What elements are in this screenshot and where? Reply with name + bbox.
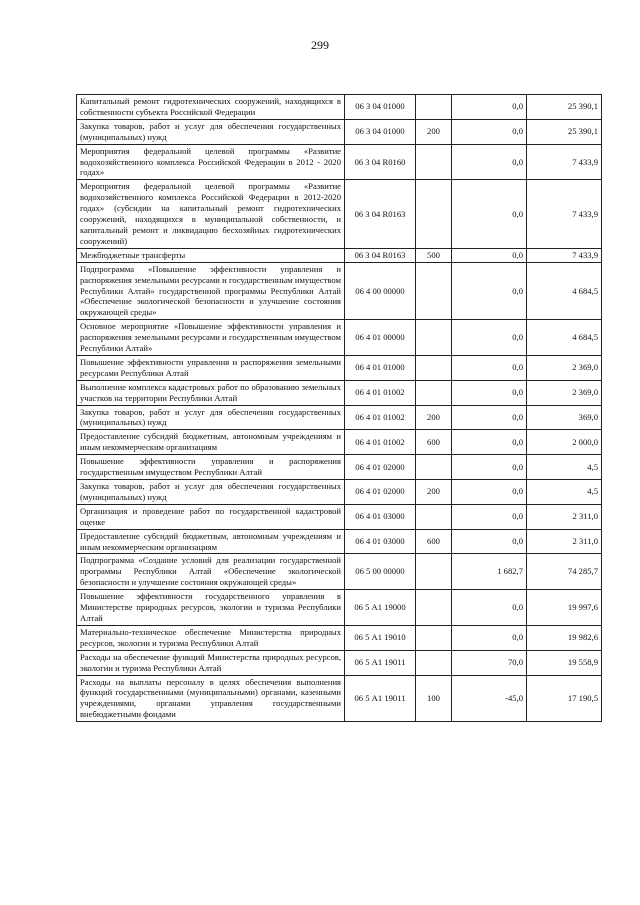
- expense-name-cell: Предоставление субсидий бюджетным, автономным учреждениям и иным некоммерческим организациям: [77, 529, 345, 554]
- expense-type-cell: [416, 554, 452, 590]
- table-row: [77, 380, 602, 405]
- table-row: [77, 248, 602, 262]
- change-amount-cell: 0,0: [452, 625, 527, 650]
- expense-type-cell: [416, 380, 452, 405]
- table-row: [77, 355, 602, 380]
- expense-type-cell: 200: [416, 405, 452, 430]
- target-article-code-cell: 06 3 04 01000: [345, 119, 416, 144]
- total-amount-cell: 2 311,0: [527, 529, 602, 554]
- total-amount-cell: 17 190,5: [527, 675, 602, 722]
- target-article-code-cell: 06 4 01 03000: [345, 504, 416, 529]
- target-article-code-cell: 06 5 А1 19010: [345, 625, 416, 650]
- expense-type-cell: [416, 180, 452, 248]
- table-row: [77, 590, 602, 626]
- table-row: [77, 430, 602, 455]
- expense-name-cell: Основное мероприятие «Повышение эффективности управления и распоряжения земельными ресурсами и государственным имуществом Республики Алтай»: [77, 320, 345, 356]
- expense-type-cell: [416, 144, 452, 180]
- target-article-code-cell: 06 5 00 00000: [345, 554, 416, 590]
- change-amount-cell: 0,0: [452, 180, 527, 248]
- total-amount-cell: 2 000,0: [527, 430, 602, 455]
- table-row: [77, 262, 602, 320]
- expense-name-cell: Выполнение комплекса кадастровых работ по образованию земельных участков на территории Республики Алтай: [77, 380, 345, 405]
- total-amount-cell: 2 369,0: [527, 380, 602, 405]
- expense-type-cell: 100: [416, 675, 452, 722]
- expense-name-cell: Организация и проведение работ по государственной кадастровой оценке: [77, 504, 345, 529]
- expense-name-cell: Повышение эффективности государственного управления в Министерстве природных ресурсов, экологии и туризма Республики Алтай: [77, 590, 345, 626]
- expense-name-cell: Расходы на выплаты персоналу в целях обеспечения выполнения функций государственными (муниципальными) органами, казенными учреждениями, органами управления государственными внебюджетными фондами: [77, 675, 345, 722]
- total-amount-cell: 4,5: [527, 480, 602, 505]
- change-amount-cell: 0,0: [452, 480, 527, 505]
- expense-name-cell: Материально-техническое обеспечение Министерства природных ресурсов, экологии и туризма Республики Алтай: [77, 625, 345, 650]
- table-row: [77, 529, 602, 554]
- expense-type-cell: 600: [416, 529, 452, 554]
- table-row: [77, 480, 602, 505]
- change-amount-cell: 0,0: [452, 320, 527, 356]
- total-amount-cell: 19 997,6: [527, 590, 602, 626]
- total-amount-cell: 19 982,6: [527, 625, 602, 650]
- expense-name-cell: Межбюджетные трансферты: [77, 248, 345, 262]
- expense-type-cell: [416, 650, 452, 675]
- table-row: [77, 95, 602, 120]
- expense-name-cell: Предоставление субсидий бюджетным, автономным учреждениям и иным некоммерческим организациям: [77, 430, 345, 455]
- expense-name-cell: Мероприятия федеральной целевой программы «Развитие водохозяйственного комплекса Российской Федерации в 2012-2020 годах» (субсидии на капитальный ремонт гидротехнических сооружений, находящихся в муниципальной собственности, и капитальный ремонт и ликвидацию бесхозяйных гидротехнических сооружений): [77, 180, 345, 248]
- expense-type-cell: 200: [416, 119, 452, 144]
- total-amount-cell: 25 390,1: [527, 119, 602, 144]
- total-amount-cell: 4 684,5: [527, 262, 602, 320]
- expense-type-cell: 500: [416, 248, 452, 262]
- table-row: [77, 504, 602, 529]
- target-article-code-cell: 06 3 04 01000: [345, 95, 416, 120]
- change-amount-cell: 0,0: [452, 430, 527, 455]
- total-amount-cell: 7 433,9: [527, 144, 602, 180]
- change-amount-cell: 0,0: [452, 248, 527, 262]
- expense-name-cell: Капитальный ремонт гидротехнических сооружений, находящихся в собственности субъекта Российской Федерации: [77, 95, 345, 120]
- expense-name-cell: Закупка товаров, работ и услуг для обеспечения государственных (муниципальных) нужд: [77, 405, 345, 430]
- change-amount-cell: 0,0: [452, 529, 527, 554]
- target-article-code-cell: 06 3 04 R0163: [345, 180, 416, 248]
- table-row: [77, 455, 602, 480]
- target-article-code-cell: 06 5 А1 19011: [345, 675, 416, 722]
- expense-name-cell: Повышение эффективности управления и распоряжения государственным имуществом Республики Алтай: [77, 455, 345, 480]
- target-article-code-cell: 06 4 01 03000: [345, 529, 416, 554]
- expense-name-cell: Мероприятия федеральной целевой программы «Развитие водохозяйственного комплекса Российской Федерации в 2012 - 2020 годах»: [77, 144, 345, 180]
- target-article-code-cell: 06 4 01 02000: [345, 480, 416, 505]
- change-amount-cell: 0,0: [452, 119, 527, 144]
- target-article-code-cell: 06 5 А1 19000: [345, 590, 416, 626]
- expense-name-cell: Повышение эффективности управления и распоряжения земельными ресурсами Республики Алтай: [77, 355, 345, 380]
- expense-name-cell: Расходы на обеспечение функций Министерства природных ресурсов, экологии и туризма Республики Алтай: [77, 650, 345, 675]
- total-amount-cell: 2 369,0: [527, 355, 602, 380]
- expense-name-cell: Закупка товаров, работ и услуг для обеспечения государственных (муниципальных) нужд: [77, 119, 345, 144]
- table-row: [77, 180, 602, 248]
- change-amount-cell: 0,0: [452, 380, 527, 405]
- expense-name-cell: Подпрограмма «Повышение эффективности управления и распоряжения земельными ресурсами и государственным имуществом Республики Алтай» государственной программы Республики Алтай «Обеспечение экологической безопасности и улучшение состояния окружающей среды»: [77, 262, 345, 320]
- total-amount-cell: 4,5: [527, 455, 602, 480]
- change-amount-cell: 0,0: [452, 95, 527, 120]
- change-amount-cell: 0,0: [452, 262, 527, 320]
- change-amount-cell: 1 682,7: [452, 554, 527, 590]
- target-article-code-cell: 06 4 01 01002: [345, 380, 416, 405]
- change-amount-cell: 70,0: [452, 650, 527, 675]
- change-amount-cell: 0,0: [452, 144, 527, 180]
- expense-name-cell: Подпрограмма «Создание условий для реализации государственной программы Республики Алтай «Обеспечение экологической безопасности и улучшение состояния окружающей среды»: [77, 554, 345, 590]
- change-amount-cell: 0,0: [452, 355, 527, 380]
- change-amount-cell: 0,0: [452, 405, 527, 430]
- total-amount-cell: 2 311,0: [527, 504, 602, 529]
- change-amount-cell: 0,0: [452, 455, 527, 480]
- expense-name-cell: Закупка товаров, работ и услуг для обеспечения государственных (муниципальных) нужд: [77, 480, 345, 505]
- total-amount-cell: 7 433,9: [527, 180, 602, 248]
- table-row: [77, 405, 602, 430]
- target-article-code-cell: 06 4 01 01000: [345, 355, 416, 380]
- total-amount-cell: 19 558,9: [527, 650, 602, 675]
- total-amount-cell: 7 433,9: [527, 248, 602, 262]
- table-row: [77, 554, 602, 590]
- target-article-code-cell: 06 4 01 00000: [345, 320, 416, 356]
- change-amount-cell: -45,0: [452, 675, 527, 722]
- table-row: [77, 675, 602, 722]
- change-amount-cell: 0,0: [452, 590, 527, 626]
- expense-type-cell: [416, 504, 452, 529]
- page-number: 299: [311, 38, 329, 52]
- expense-type-cell: [416, 95, 452, 120]
- target-article-code-cell: 06 4 01 01002: [345, 405, 416, 430]
- target-article-code-cell: 06 4 01 02000: [345, 455, 416, 480]
- target-article-code-cell: 06 3 04 R0160: [345, 144, 416, 180]
- table-row: [77, 144, 602, 180]
- target-article-code-cell: 06 3 04 R0163: [345, 248, 416, 262]
- budget-table-body: [77, 95, 602, 722]
- expense-type-cell: [416, 355, 452, 380]
- target-article-code-cell: 06 4 00 00000: [345, 262, 416, 320]
- table-row: [77, 119, 602, 144]
- target-article-code-cell: 06 5 А1 19011: [345, 650, 416, 675]
- change-amount-cell: 0,0: [452, 504, 527, 529]
- table-row: [77, 650, 602, 675]
- target-article-code-cell: 06 4 01 01002: [345, 430, 416, 455]
- table-row: [77, 625, 602, 650]
- total-amount-cell: 369,0: [527, 405, 602, 430]
- total-amount-cell: 74 285,7: [527, 554, 602, 590]
- expense-type-cell: [416, 455, 452, 480]
- expense-type-cell: [416, 262, 452, 320]
- budget-table: [76, 94, 602, 722]
- expense-type-cell: [416, 590, 452, 626]
- expense-type-cell: [416, 625, 452, 650]
- total-amount-cell: 25 390,1: [527, 95, 602, 120]
- table-row: [77, 320, 602, 356]
- expense-type-cell: [416, 320, 452, 356]
- expense-type-cell: 200: [416, 480, 452, 505]
- expense-type-cell: 600: [416, 430, 452, 455]
- total-amount-cell: 4 684,5: [527, 320, 602, 356]
